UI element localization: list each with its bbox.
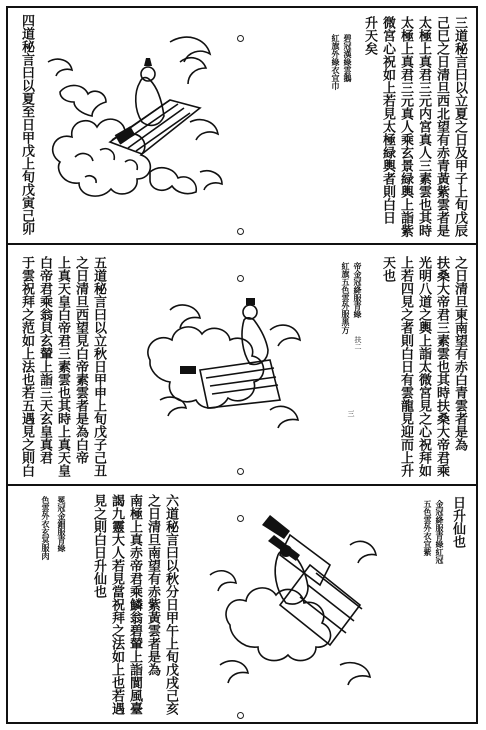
text-column: 謁九靈大人若見當祝拜之法如上也若遇 xyxy=(109,494,124,715)
binding-hole xyxy=(237,712,244,719)
text-column: 升天矣 xyxy=(362,16,377,55)
text-column: 五道秘言曰以立秋日甲申上旬戊子己丑 xyxy=(91,256,106,477)
illustration-caption: 五色雲外衣宜紫 xyxy=(423,500,433,556)
text-column: 太極上真君三元真人乘玄景緑輿上詣紫 xyxy=(398,16,413,237)
margin-mark: 扶二 xyxy=(354,336,362,350)
text-column: 四道秘言曰以夏至日甲戊上旬戊寅己卯 xyxy=(19,14,34,235)
binding-hole xyxy=(237,228,244,235)
text-column: 太極上真君三元内宮真人三素雲也其時 xyxy=(416,16,431,237)
illustration-caption: 碧冠漢綠雲鵝 xyxy=(343,34,353,82)
cloud-chariot-illustration-2 xyxy=(140,270,320,440)
cloud-chariot-illustration-3 xyxy=(200,505,390,695)
text-column: 天也 xyxy=(380,256,395,282)
text-column: 三道秘言曰以立夏之日及甲子上旬戊辰 xyxy=(452,16,467,237)
illustration-caption: 冕冠金鈿服青綠 xyxy=(57,496,67,552)
text-column: 微宮心祝如上若見太極緑輿者則白日 xyxy=(380,16,395,224)
binding-hole xyxy=(237,468,244,475)
illustration-caption: 金冠絳服青綠紅冠 xyxy=(435,500,445,564)
panel-divider-2 xyxy=(6,484,478,486)
illustration-caption: 色雲外衣玄冥服肉 xyxy=(41,496,51,560)
text-column: 六道秘言曰以秋分日甲午上旬戊戌己亥 xyxy=(163,494,178,715)
text-column: 日升仙也 xyxy=(450,496,465,548)
text-column: 扶桑大帝君三素雲也其時扶桑大帝君乘 xyxy=(434,256,449,477)
margin-mark: 三 xyxy=(347,410,355,417)
cloud-chariot-illustration-1 xyxy=(40,22,235,212)
binding-hole xyxy=(237,35,244,42)
text-column: 己巳之日清旦西北望有赤青黃紫雲者是 xyxy=(434,16,449,237)
illustration-caption: 紅旗五色雲外服黑方 xyxy=(341,262,351,334)
text-column: 之日清旦東南望有赤白青雲者是為 xyxy=(452,256,467,451)
text-column: 白帝君乘翁貝玄輦上詣三天玄皇真君 xyxy=(37,256,52,464)
text-column: 上真天皇白帝君三素雲也其時上真天皇 xyxy=(55,256,70,477)
text-column: 上若四見之者則白日有雲龍見迎而上升 xyxy=(398,256,413,477)
text-column: 于雲祝拜之范如上法也若五遇見之則白 xyxy=(19,256,34,477)
text-column: 之日清旦西望見白帝素雲者是為白帝 xyxy=(73,256,88,464)
illustration-caption: 紅旗外綠衣宜巾 xyxy=(331,34,341,90)
text-column: 之日清旦南望有赤紫黃雲者是為 xyxy=(145,494,160,676)
panel-divider-1 xyxy=(6,243,478,245)
text-column: 南極上真赤帝君乘鱗翁碧輦上詣閬風臺 xyxy=(127,494,142,715)
text-column: 光明八道之輿上詣太微宮見之心祝拜如 xyxy=(416,256,431,477)
illustration-caption: 帝金冠絳服青綠 xyxy=(353,262,363,318)
text-column: 見之則白日升仙也 xyxy=(91,494,106,598)
